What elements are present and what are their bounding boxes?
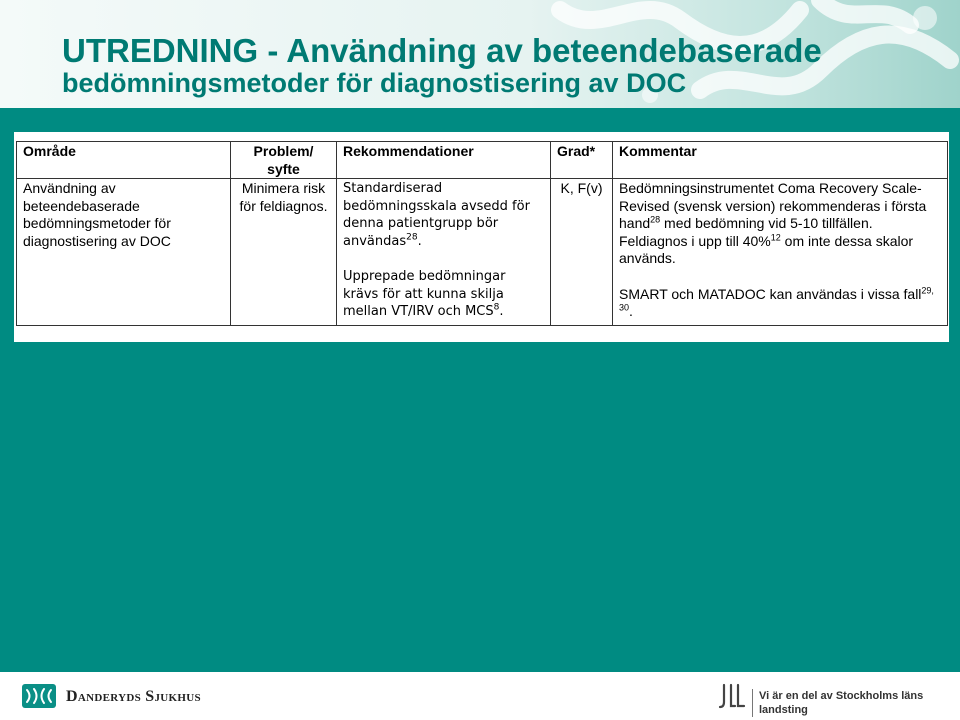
title-banner — [0, 0, 960, 108]
danderyd-logo-icon — [22, 684, 56, 708]
reference-sup: 28 — [650, 214, 661, 225]
title-rest: - Användning av beteendebaserade — [258, 32, 822, 69]
header-grade: Grad* — [551, 142, 613, 179]
reference-sup: 29, 30 — [619, 284, 934, 313]
page-title — [62, 34, 942, 97]
table-row — [17, 179, 948, 326]
footer — [0, 672, 960, 720]
title-keyword: UTREDNING — [62, 32, 259, 69]
comment-paragraph-1: Bedömningsinstrumentet Coma Recovery Scale-Revised (svensk version) rekommenderas i första hand$^{28}$ med bedömning vid 5-10 tillfällen. Feldiagnos i upp till 40%$^{12}$ om inte dessa skalor används. — [619, 180, 927, 266]
header-comment: Kommentar — [613, 142, 948, 179]
sll-logo-icon — [718, 682, 746, 710]
table-header-row — [17, 142, 948, 179]
reference-sup: 8 — [493, 302, 500, 313]
recommendation-paragraph-1: Standardiserad bedömningsskala avsedd för denna patientgrupp bör användas$^{28}$. — [343, 181, 530, 249]
reference-sup: 28 — [406, 232, 418, 243]
comment-paragraph-2: SMART och MATADOC kan användas i vissa fall$^{29, 30}$. — [619, 284, 934, 319]
cell-grade: K, F(v) — [551, 179, 613, 326]
cell-comment — [613, 179, 948, 326]
header-problem: Problem/ syfte — [231, 142, 337, 179]
recommendation-paragraph-2: Upprepade bedömningar krävs för att kunna skilja mellan VT/IRV och MCS$^8$. — [343, 269, 506, 319]
title-line-2: bedömningsmetoder för diagnostisering av DOC — [62, 68, 687, 98]
sll-tagline: Vi är en del av Stockholms läns landsting — [752, 689, 960, 717]
header-area: Område — [17, 142, 231, 179]
danderyd-logo-text: Danderyds Sjukhus — [66, 688, 201, 705]
reference-sup: 12 — [770, 231, 781, 242]
header-recommendations: Rekommendationer — [337, 142, 551, 179]
cell-area: Användning av beteendebaserade bedömningsmetoder för diagnostisering av DOC — [17, 179, 231, 326]
cell-problem: Minimera risk för feldiagnos. — [231, 179, 337, 326]
recommendation-table — [16, 141, 948, 326]
cell-recommendations — [337, 179, 551, 326]
